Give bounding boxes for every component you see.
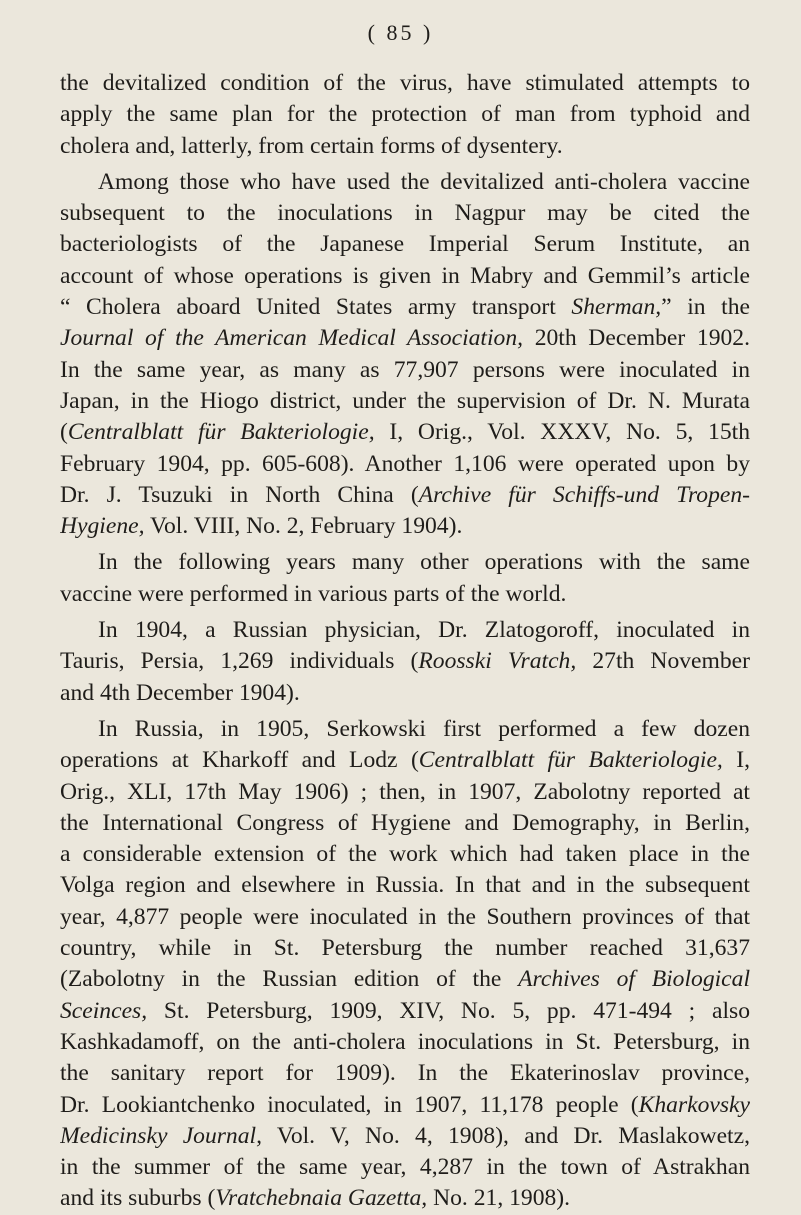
text-line: In Russia, in 1905, Serkowski first performed a few dozen <box>98 715 750 742</box>
text-line: Japan, in the Hiogo district, under the supervision of Dr. N. Murata <box>60 387 750 414</box>
paragraph-1 <box>60 68 750 162</box>
text-line: Dr. Lookiantchenko inoculated, in 1907, 11,178 people (Kharkovsky <box>60 1091 750 1118</box>
text-line: account of whose operations is given in Mabry and Gemmil’s article <box>60 262 750 289</box>
text-line: In 1904, a Russian physician, Dr. Zlatogoroff, inoculated in <box>98 617 750 644</box>
paragraph-4 <box>60 615 750 709</box>
text-line: and its suburbs (Vratchebnaia Gazetta, No. 21, 1908). <box>60 1185 571 1212</box>
text-line: a considerable extension of the work which had taken place in the <box>60 841 750 868</box>
text-line: the International Congress of Hygiene and Demography, in Berlin, <box>60 809 750 836</box>
text-line: Orig., XLI, 17th May 1906) ; then, in 1907, Zabolotny reported at <box>60 778 750 805</box>
text-line: (Centralblatt für Bakteriologie, I, Orig., Vol. XXXV, No. 5, 15th <box>60 419 750 446</box>
page-number: ( 85 ) <box>367 20 434 45</box>
text-line: operations at Kharkoff and Lodz (Centralblatt für Bakteriologie, I, <box>60 747 750 774</box>
text-line: (Zabolotny in the Russian edition of the Archives of Biological <box>60 966 750 993</box>
text-line: Journal of the American Medical Association, 20th December 1902. <box>60 325 750 352</box>
text-line: Among those who have used the devitalized anti-cholera vaccine <box>98 168 750 195</box>
text-line: Tauris, Persia, 1,269 individuals (Roosski Vratch, 27th November <box>60 648 750 675</box>
text-line: Dr. J. Tsuzuki in North China (Archive für Schiffs-und Tropen- <box>60 481 750 508</box>
text-line: subsequent to the inoculations in Nagpur may be cited the <box>60 200 750 227</box>
text-line: bacteriologists of the Japanese Imperial Serum Institute, an <box>60 231 750 258</box>
text-line: In the following years many other operations with the same <box>98 549 750 576</box>
text-line: the devitalized condition of the virus, have stimulated attempts to <box>60 70 750 96</box>
text-line: year, 4,877 people were inoculated in the Southern provinces of that <box>60 903 750 930</box>
text-line: in the summer of the same year, 4,287 in the town of Astrakhan <box>60 1154 750 1181</box>
text-line: Sceinces, St. Petersburg, 1909, XIV, No. 5, pp. 471-494 ; also <box>60 997 750 1024</box>
text-line: cholera and, latterly, from certain forms of dysentery. <box>60 132 563 159</box>
text-line: Volga region and elsewhere in Russia. In that and in the subsequent <box>60 872 750 899</box>
text-line: country, while in St. Petersburg the number reached 31,637 <box>60 935 750 962</box>
text-line: In the same year, as many as 77,907 persons were inoculated in <box>60 356 750 383</box>
paragraph-2 <box>60 167 750 543</box>
text-line: the sanitary report for 1909). In the Ekaterinoslav province, <box>60 1060 750 1087</box>
text-line: February 1904, pp. 605-608). Another 1,106 were operated upon by <box>60 450 750 477</box>
text-line: apply the same plan for the protection of man from typhoid and <box>60 101 750 128</box>
paragraph-5 <box>60 714 750 1215</box>
text-line: Kashkadamoff, on the anti-cholera inoculations in St. Petersburg, in <box>60 1028 750 1055</box>
body-text <box>60 68 750 1215</box>
text-line: vaccine were performed in various parts of the world. <box>60 580 567 607</box>
text-line: Hygiene, Vol. VIII, No. 2, February 1904). <box>60 513 463 540</box>
text-line: and 4th December 1904). <box>60 679 300 706</box>
text-line: Medicinsky Journal, Vol. V, No. 4, 1908), and Dr. Maslakowetz, <box>60 1122 750 1149</box>
paragraph-3 <box>60 547 750 610</box>
text-line: “ Cholera aboard United States army transport Sherman,” in the <box>60 294 750 321</box>
